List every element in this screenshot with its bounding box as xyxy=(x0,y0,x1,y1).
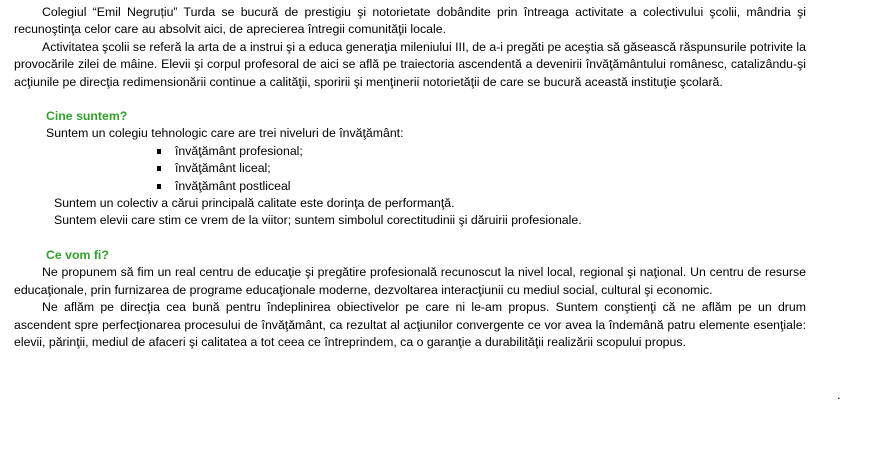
list-item xyxy=(175,160,806,177)
vision-paragraph-1: Ne propunem să fim un real centru de educaţie şi pregătire profesională recunoscut la nivel local, regional şi naţional. Un centru de resurse educaţionale, prin furnizarea de programe educaţionale moderne, dezvoltarea interacţiunii cu mediul social, cultural şi economic. xyxy=(14,265,806,297)
stray-mark: . xyxy=(837,387,841,402)
students-line: Suntem elevii care stim ce vrem de la viitor; suntem simbolul corectitudinii şi dăruirii profesionale. xyxy=(54,213,582,228)
levels-list xyxy=(14,143,806,195)
intro-paragraph-2: Activitatea şcolii se referă la arta de a instrui şi a educa generaţia mileniului III, de a-i pregăti pe aceştia să găsească răspunsurile potrivite la provocările zilei de mâine. Elevii şi corpul profesoral de aici se află pe traiectoria ascendentă a devenirii învăţământului românesc, catalizându-şi acţiunile pe direcţia redimensionării continue a calităţii, sporirii şi menţinerii notorietăţii de care se bucură această instituţie şcolară. xyxy=(14,39,806,89)
spacer xyxy=(14,91,806,108)
bullet-icon xyxy=(157,149,161,154)
document-page xyxy=(14,4,806,351)
spacer xyxy=(14,230,806,247)
levels-intro: Suntem un colegiu tehnologic care are trei niveluri de învăţământ: xyxy=(46,126,404,141)
list-item-label: învăţământ profesional; xyxy=(175,143,303,158)
list-item-label: învăţământ liceal; xyxy=(175,161,271,176)
bullet-icon xyxy=(157,184,161,189)
list-item xyxy=(175,178,806,195)
intro-paragraph-1: Colegiul “Emil Negruțiu” Turda se bucură de prestigiu şi notorietate dobândite prin întreaga activitate a colectivului şcolii, mândria şi recunoştinţa celor care au absolvit aici, de aprecierea întregii comunităţii locale. xyxy=(14,5,806,37)
collective-line: Suntem un colectiv a cărui principală calitate este dorinţa de performanţă. xyxy=(54,196,455,211)
vision-paragraph-2: Ne aflăm pe direcţia cea bună pentru îndeplinirea obiectivelor pe care ni le-am propus. Suntem conştienţi că ne aflăm pe un drum ascendent spre perfecţionarea procesului de învăţământ, ca rezultat al acţiunilor convergente ce vor avea la îndemână patru elemente esenţiale: elevii, părinţii, mediul de afaceri şi calitatea a tot ceea ce întreprindem, ca o garanţie a durabilităţii realizării scopului propus. xyxy=(14,300,806,349)
heading-cine-suntem: Cine suntem? xyxy=(46,109,128,124)
list-item xyxy=(175,143,806,160)
list-item-label: învăţământ postliceal xyxy=(175,178,291,193)
bullet-icon xyxy=(157,166,161,171)
heading-ce-vom-fi: Ce vom fi? xyxy=(46,247,109,262)
